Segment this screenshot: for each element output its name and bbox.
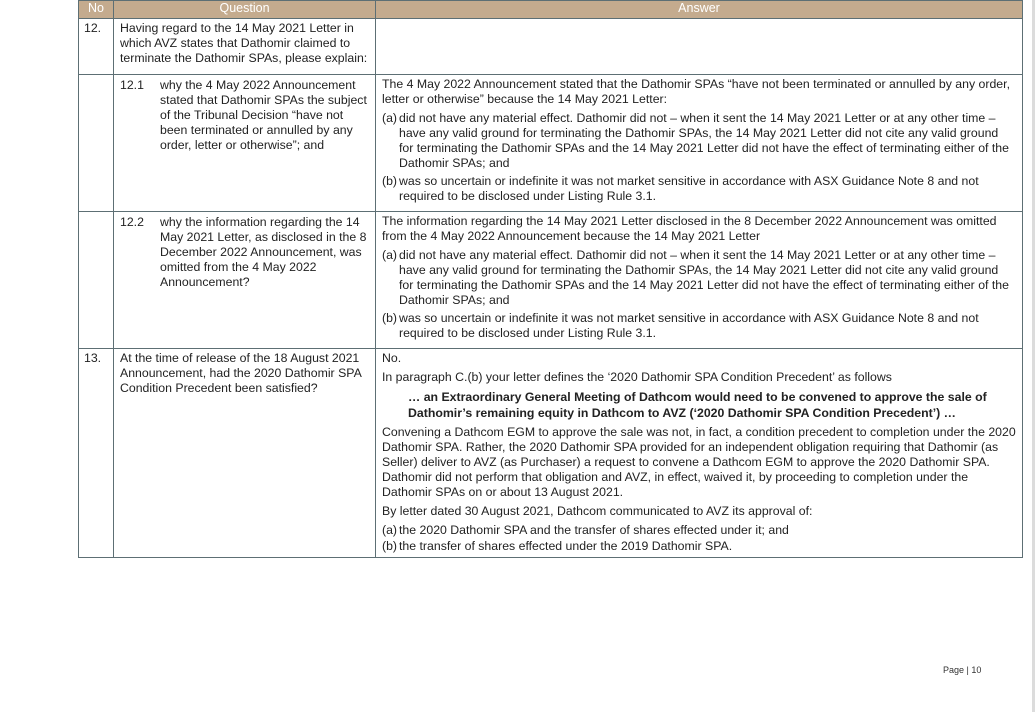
qa-table [78, 0, 1023, 558]
q12-1-question: why the 4 May 2022 Announcement stated that Dathomir SPAs the subject of the Tribunal Decision “have not been terminated or annulled by any order, letter or otherwise”; and [160, 78, 367, 152]
list-item-label: (a) [382, 248, 398, 262]
list-item-text: did not have any material effect. Dathomir did not – when it sent the 14 May 2021 Letter or at any other time – have any valid ground for terminating the Dathomir SPAs, the 14 May 2021 Letter did not cite any valid ground for terminating the Dathomir SPAs and the 14 May 2021 Letter did not have the effect of terminating either of the Dathomir SPAs; and [399, 248, 1009, 307]
q13-answer [376, 349, 1023, 558]
table-header-row [79, 1, 1023, 19]
list-item [382, 523, 1016, 538]
q12-answer-empty [376, 19, 1023, 75]
q12-1-answer [376, 75, 1023, 212]
q12-1-answer-intro: The 4 May 2022 Announcement stated that the Dathomir SPAs “have not been terminated or annulled by any order, letter or otherwise” because the 14 May 2021 Letter: [382, 77, 1010, 106]
header-answer: Answer [376, 1, 1023, 19]
table-row-q12-2 [79, 212, 1023, 349]
list-item-label: (b) [382, 174, 398, 188]
q12-2-number: 12.2 [120, 215, 144, 229]
list-item-label: (b) [382, 311, 398, 325]
q12-1-indent [79, 75, 114, 212]
q13-answer-p3: Convening a Dathcom EGM to approve the sale was not, in fact, a condition precedent to completion under the 2020 Dathomir SPA. Rather, the 2020 Dathomir SPA provided for an independent obligation requiring that Dathomir (as Seller) deliver to AVZ (as Purchaser) a request to convene a Dathcom EGM to approve the 2020 Dathomir SPA. Dathomir did not perform that obligation and AVZ, in effect, waived it, by proceeding to completion under the Dathomir SPAs on or about 13 August 2021. [382, 425, 1016, 499]
list-item-label: (a) [382, 111, 398, 125]
q13-answer-list [382, 523, 1016, 554]
q13-answer-quote: … an Extraordinary General Meeting of Dathcom would need to be convened to approve the sale of Dathomir’s remaining equity in Dathcom to AVZ (‘2020 Dathomir SPA Condition Precedent’) … [408, 390, 987, 420]
list-item [382, 248, 1016, 308]
q12-2-answer-list [382, 248, 1016, 341]
table-row-q12 [79, 19, 1023, 75]
q12-1-number: 12.1 [120, 78, 144, 92]
q13-number: 13. [79, 349, 114, 558]
page-number: Page | 10 [943, 665, 982, 675]
table-row-q13 [79, 349, 1023, 558]
q12-2-answer-intro: The information regarding the 14 May 2021 Letter disclosed in the 8 December 2022 Announcement was omitted from the 4 May 2022 Announcement because the 14 May 2021 Letter [382, 214, 997, 243]
header-question: Question [114, 1, 376, 19]
list-item-text: the transfer of shares effected under the 2019 Dathomir SPA. [399, 539, 733, 553]
q12-1-answer-list [382, 111, 1016, 204]
q12-2-indent [79, 212, 114, 349]
list-item-label: (a) [382, 523, 398, 537]
q13-question: At the time of release of the 18 August 2021 Announcement, had the 2020 Dathomir SPA Condition Precedent been satisfied? [114, 349, 376, 558]
list-item [382, 174, 1016, 204]
header-no: No [79, 1, 114, 19]
q12-number: 12. [79, 19, 114, 75]
list-item-text: was so uncertain or indefinite it was not market sensitive in accordance with ASX Guidance Note 8 and not required to be disclosed under Listing Rule 3.1. [399, 174, 979, 203]
q13-answer-p1: No. [382, 351, 402, 365]
table-row-q12-1 [79, 75, 1023, 212]
q12-2-question-cell [114, 212, 376, 349]
list-item [382, 111, 1016, 171]
q12-2-question: why the information regarding the 14 May 2021 Letter, as disclosed in the 8 December 2022 Announcement, was omitted from the 4 May 2022 Announcement? [160, 215, 367, 289]
list-item-label: (b) [382, 539, 398, 553]
list-item-text: the 2020 Dathomir SPA and the transfer of shares effected under it; and [399, 523, 789, 537]
list-item [382, 311, 1016, 341]
q12-2-answer [376, 212, 1023, 349]
q12-question: Having regard to the 14 May 2021 Letter in which AVZ states that Dathomir claimed to terminate the Dathomir SPAs, please explain: [114, 19, 376, 75]
q12-1-question-cell [114, 75, 376, 212]
list-item [382, 539, 1016, 554]
q13-answer-p2: In paragraph C.(b) your letter defines the ‘2020 Dathomir SPA Condition Precedent’ as follows [382, 370, 892, 384]
list-item-text: was so uncertain or indefinite it was not market sensitive in accordance with ASX Guidance Note 8 and not required to be disclosed under Listing Rule 3.1. [399, 311, 979, 340]
q13-answer-p4: By letter dated 30 August 2021, Dathcom communicated to AVZ its approval of: [382, 504, 813, 518]
list-item-text: did not have any material effect. Dathomir did not – when it sent the 14 May 2021 Letter or at any other time – have any valid ground for terminating the Dathomir SPAs, the 14 May 2021 Letter did not cite any valid ground for terminating the Dathomir SPAs and the 14 May 2021 Letter did not have the effect of terminating either of the Dathomir SPAs; and [399, 111, 1009, 170]
